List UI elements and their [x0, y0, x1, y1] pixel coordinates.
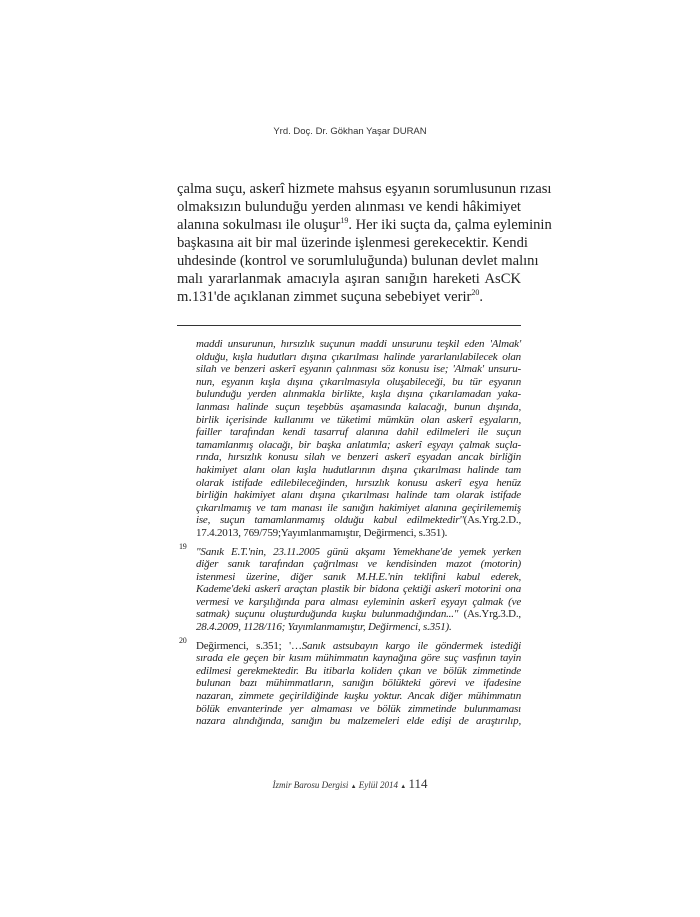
footnote-line: diğer sanık tarafından çağrılması ve kendisinden mazot (motorin): [196, 558, 521, 571]
footnote-line: [196, 514, 521, 527]
footnote-separator: [177, 325, 521, 326]
footnote-line: nun, eşyanın kışla dışına çıkarılmasıyla oluşabileceği, bu tür eşyanın: [196, 375, 521, 388]
body-line: [177, 288, 521, 306]
page-number: 114: [408, 776, 428, 791]
footnote-line: edilmesi gerekmektedir. Bu itibarla koliden çıkan ve bölük zimmetinde: [196, 664, 521, 677]
running-header: Yrd. Doç. Dr. Gökhan Yaşar DURAN: [273, 126, 427, 137]
footnote-text-segment: Sanık astsubayın kargo ile göndermek istediği: [301, 639, 521, 652]
footnote-line: maddi unsurunun, hırsızlık suçunun maddi unsurunu teşkil eden 'Almak': [196, 338, 521, 350]
footnote-line: 28.4.2009, 1128/116; Yayımlanmamıştır, Değirmenci, s.351).: [196, 621, 452, 634]
footnote-line: istenmesi üzerine, diğer sanık M.H.E.'nin teklifini kabul ederek,: [196, 570, 521, 583]
citation: (As.Yrg.3.D.,: [463, 608, 521, 621]
footnote-continued: [196, 338, 521, 540]
body-text: [177, 180, 552, 306]
footnote-line: [196, 640, 521, 653]
footnote-text-segment: ise, suçun tamamlanmamış olduğu kabul edilmektedir'': [196, 514, 464, 527]
footnote-line: hakimiyet alanı olan kışla hudutlarının dışına çıkarılması halinde tam: [196, 463, 521, 476]
footnotes-area: [179, 338, 521, 734]
footnote-19: [179, 541, 521, 634]
body-text-segment: m.131'de açıklanan zimmet suçuna sebebiyet verir: [177, 289, 472, 305]
body-text-segment: alanına sokulması ile oluşur: [177, 217, 341, 233]
journal-name: İzmir Barosu Dergisi: [272, 780, 349, 790]
footnote-line: sırada ele geçen bir kısım mühimmatın kaynağına göre suç vasfının tayin: [196, 652, 521, 665]
footnote-text-segment: satmak) suçunu oluşturduğunda kuşku bulunmadığından...": [196, 608, 459, 621]
separator-icon: ▲: [350, 784, 357, 790]
footnote-line: vermesi ve karşılığında para alması eyleminin askerî eşyayı çalmak (ve: [196, 595, 521, 608]
footnote-ref-19[interactable]: 19: [340, 216, 349, 226]
footnote-ref-20[interactable]: 20: [471, 288, 480, 298]
footnote-line: bulunduğu yerden alınmakla birlikte, kışla dışına çıkarılamadan yaka-: [196, 388, 521, 401]
footnote-line: bulunan bazı mühimmatların, sanığın bölükteki görevi ve ifadesine: [196, 677, 521, 690]
footnote-line: olduğu, kışla hudutları dışına çıkarılması halinde yararlanılabilecek olan: [196, 350, 521, 363]
footnote-line: failler tarafından kendi tasarruf alanına dahil edilmeleri ile suçun: [196, 426, 521, 439]
footnote-line: "Sanık E.T.'nin, 23.11.2005 günü akşamı Yemekhane'de yemek yerken: [196, 545, 521, 558]
body-line: çalma suçu, askerî hizmete mahsus eşyanın sorumlusunun rızası: [177, 181, 552, 197]
footnote-line: silah ve benzeri askerî eşyanın çalınması söz konusu ise; 'Almak' unsuru-: [196, 363, 521, 376]
footnote-20: [179, 635, 521, 728]
footnote-line: 17.4.2013, 769/759;Yayımlanmamıştır, Değirmenci, s.351).: [196, 526, 448, 539]
footnote-line: lanması halinde suçun teşebbüs aşamasında kalacağı, bunun dışında,: [196, 400, 521, 413]
body-line: başkasına ait bir mal üzerinde işlenmesi gerekecektir. Kendi: [177, 235, 528, 251]
body-line: malı yararlanmak amacıyla aşıran sanığın hareketi AsCK: [177, 271, 521, 287]
footnote-line: birliğin hakimiyet alanı dışına çıkarılması halinde tam olarak istifade: [196, 489, 521, 502]
body-line: [177, 216, 552, 234]
footnote-line: nazara alındığında, sanığın bu malzemeleri elde edişi de araştırılıp,: [196, 715, 521, 728]
body-text-segment: . Her iki suçta da, çalma eyleminin: [348, 217, 552, 233]
footnote-line: tamamlanmış olacağı, bir başka anlatımla; askerî eşyayı çalmak suçla-: [196, 438, 521, 451]
footnote-line: birlik içerisinde kullanımı ve tüketimi mümkün olan askerî eşyaların,: [196, 413, 521, 426]
body-line: uhdesinde (kontrol ve sorumluluğunda) bulunan devlet malını: [177, 253, 539, 269]
citation: (As.Yrg.2.D.,: [463, 514, 521, 527]
footnote-number: 20: [179, 635, 187, 645]
footnote-number: 19: [179, 541, 187, 551]
page-footer: [0, 776, 700, 792]
separator-icon: ▲: [400, 784, 407, 790]
body-line: olmaksızın bulunduğu yerden alınması ve kendi hâkimiyet: [177, 199, 521, 215]
footnote-line: Kademe'deki askerî araçtan plastik bir bidona çektiği askerî motorini ona: [196, 583, 521, 596]
citation: Değirmenci, s.351; '…: [196, 639, 302, 652]
footnote-line: nazaran, zimmete geçirildiğinde kuşku yoktur. Ancak diğer mühimmatın: [196, 690, 521, 703]
footnote-line: olarak istifade edilebileceğinden, hırsızlık konusu askerî eşya henüz: [196, 476, 521, 489]
footnote-line: çıkarılmamış ve tam manası ile sanığın hakimiyet alanına geçirilememiş: [196, 501, 521, 514]
footnote-line: [196, 608, 521, 621]
issue-date: Eylül 2014: [358, 780, 399, 790]
footnote-line: bölük envanterinde yer almaması ve bölük zimmetinde bulunmaması: [196, 702, 521, 715]
footnote-line: rında, hırsızlık konusu silah ve benzeri askerî eşyadan ancak birliğin: [196, 451, 521, 464]
body-text-segment: .: [479, 289, 484, 305]
